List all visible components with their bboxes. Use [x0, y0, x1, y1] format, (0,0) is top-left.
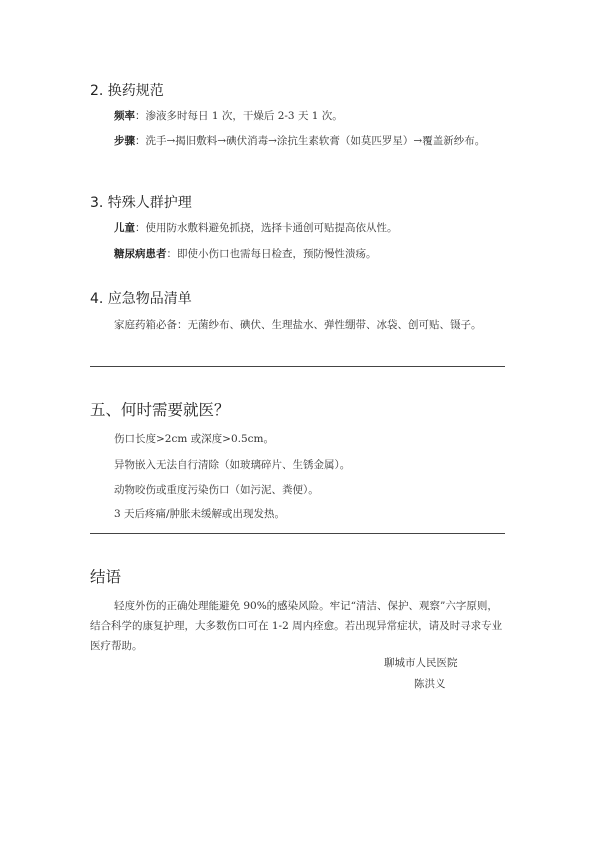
signature-name: 陈洪义: [414, 678, 446, 690]
label-diabetic: 糖尿病患者: [114, 248, 167, 260]
paragraph-diabetic: [90, 244, 506, 264]
list-item: 动物咬伤或重度污染伤口（如污泥、粪便）。: [114, 484, 319, 496]
heading-conclusion: 结语: [90, 568, 122, 586]
paragraph-children: [90, 218, 506, 238]
heading-special-groups: 3. 特殊人群护理: [90, 195, 192, 211]
label-children: 儿童: [114, 222, 135, 234]
paragraph-steps: [90, 131, 506, 151]
label-frequency: 频率: [114, 110, 135, 122]
paragraph-frequency: [90, 106, 506, 126]
heading-emergency-kit: 4. 应急物品清单: [90, 291, 192, 307]
paragraph-emergency-kit: 家庭药箱必备：无菌纱布、碘伏、生理盐水、弹性绷带、冰袋、创可贴、镊子。: [114, 319, 482, 331]
heading-when-to-see-doctor: 五、何时需要就医？: [90, 401, 230, 419]
text-diabetic: ：即使小伤口也需每日检查，预防慢性溃疡。: [166, 248, 377, 260]
list-item: 异物嵌入无法自行清除（如玻璃碎片、生锈金属）。: [114, 459, 351, 471]
heading-dressing: 2. 换药规范: [90, 83, 164, 99]
list-item: 3 天后疼痛/肿胀未缓解或出现发热。: [114, 508, 286, 520]
label-steps: 步骤: [114, 135, 135, 147]
text-steps: ：洗手→揭旧敷料→碘伏消毒→涂抗生素软膏（如莫匹罗星）→覆盖新纱布。: [135, 135, 486, 147]
paragraph-conclusion: 轻度外伤的正确处理能避免 90%的感染风险。牢记“清洁、保护、观察”六字原则，结合科学的康复护理，大多数伤口可在 1-2 周内痊愈。若出现异常症状，请及时寻求专业医疗帮助。: [90, 600, 503, 652]
signature-organization: 聊城市人民医院: [384, 657, 458, 669]
list-item: 伤口长度>2cm 或深度>0.5cm。: [114, 433, 274, 445]
divider: [90, 366, 505, 367]
text-children: ：使用防水敷料避免抓挠，选择卡通创可贴提高依从性。: [135, 222, 398, 234]
divider: [90, 533, 505, 534]
text-frequency: ：渗液多时每日 1 次，干燥后 2-3 天 1 次。: [135, 110, 343, 122]
